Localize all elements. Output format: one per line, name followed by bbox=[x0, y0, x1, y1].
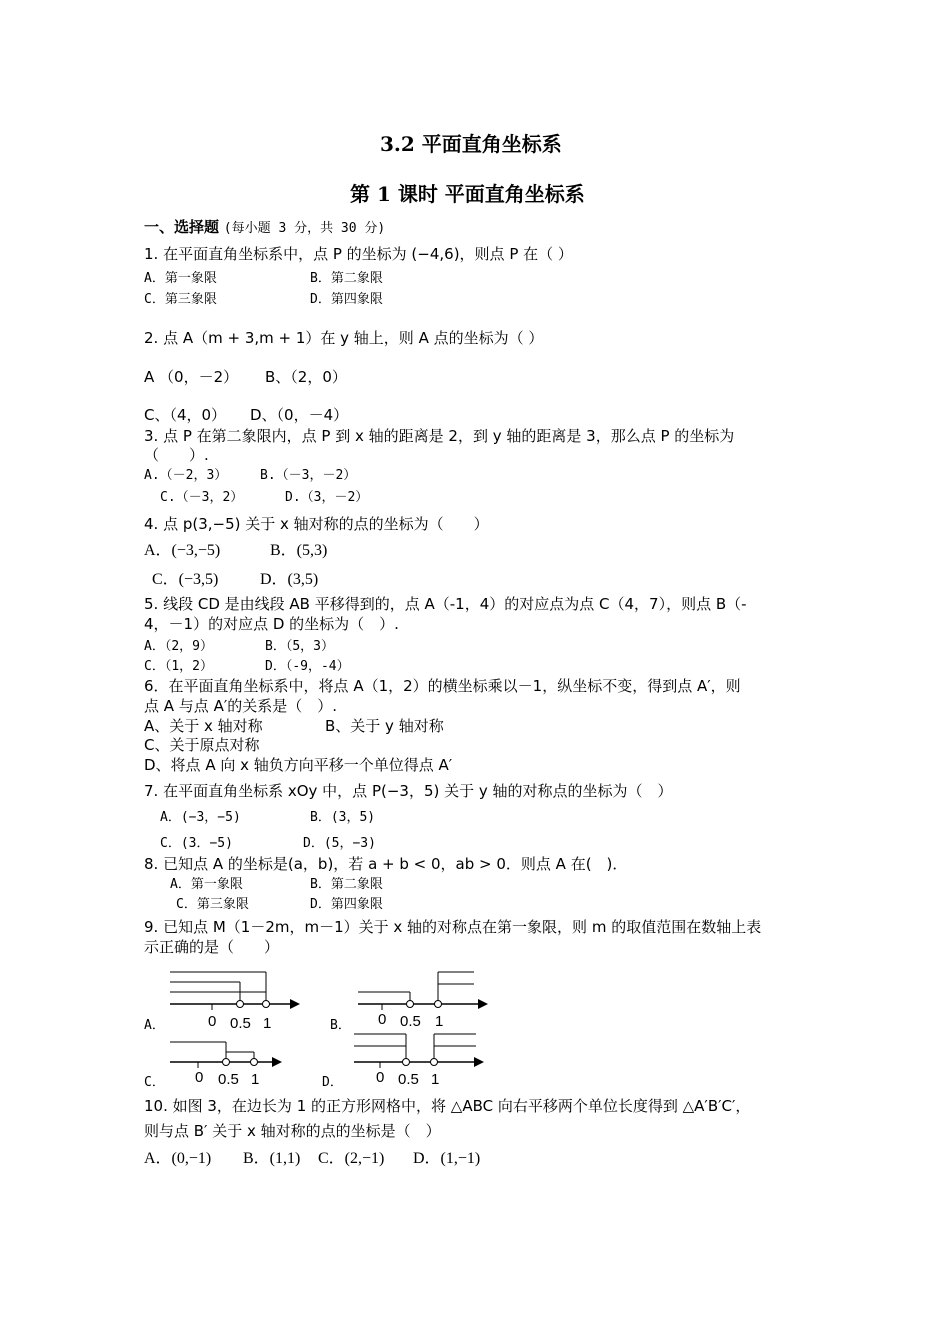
tick-label-1: 1 bbox=[431, 1071, 440, 1086]
tick-label-1: 1 bbox=[251, 1071, 260, 1086]
q4-option-d: D．(3,5) bbox=[260, 571, 319, 588]
q4-option-c: C．(−3,5) bbox=[152, 571, 219, 588]
q1-option-d: D．第四象限 bbox=[310, 292, 383, 307]
q8-option-d: D．第四象限 bbox=[310, 897, 383, 912]
tick-label-1: 1 bbox=[263, 1015, 272, 1030]
axis-arrow bbox=[474, 1057, 484, 1067]
tick-label-0: 0 bbox=[195, 1069, 204, 1086]
q10-option-c: C．(2,−1) bbox=[318, 1150, 385, 1167]
q6-option-d: D、将点 A 向 x 轴负方向平移一个单位得点 A′ bbox=[144, 756, 453, 774]
open-point bbox=[403, 1059, 410, 1066]
q2-option-a: A （0，－2） bbox=[144, 368, 239, 386]
question-1: 1. 在平面直角坐标系中，点 P 的坐标为 (−4,6)，则点 P 在（ ） bbox=[144, 245, 573, 263]
q10-option-a: A．(0,−1) bbox=[144, 1150, 212, 1167]
number-line-d bbox=[350, 1030, 486, 1086]
question-10-cont: 则与点 B′ 关于 x 轴对称的点的坐标是（ ） bbox=[144, 1122, 441, 1140]
tick-label-0-5: 0.5 bbox=[398, 1071, 419, 1086]
q2-option-b: B、（2，0） bbox=[265, 368, 347, 386]
tick-label-0: 0 bbox=[378, 1011, 387, 1028]
q7-option-b: B．(3，5) bbox=[310, 810, 376, 825]
open-point bbox=[435, 1001, 442, 1008]
question-7: 7. 在平面直角坐标系 xOy 中，点 P(−3，5) 关于 y 轴的对称点的坐标为（ ） bbox=[144, 782, 673, 800]
open-point bbox=[223, 1059, 230, 1066]
section-header bbox=[144, 216, 385, 237]
q7-option-d: D．(5，−3) bbox=[303, 836, 376, 851]
tick-label-0: 0 bbox=[376, 1069, 385, 1086]
q9-option-d: D． bbox=[322, 1075, 343, 1090]
q2-option-c: C、（4，0） bbox=[144, 406, 227, 424]
q1-option-a: A．第一象限 bbox=[144, 271, 217, 286]
q8-option-b: B．第二象限 bbox=[310, 877, 383, 892]
open-point bbox=[407, 1001, 414, 1008]
axis-arrow bbox=[272, 1057, 282, 1067]
tick-label-1: 1 bbox=[435, 1013, 444, 1030]
q3-option-c: C.（－3，2） bbox=[160, 490, 244, 505]
q7-option-a: A．(−3，−5) bbox=[160, 810, 241, 825]
section-label: 一、选择题 bbox=[144, 218, 220, 236]
q3-option-d: D.（3，－2） bbox=[285, 490, 369, 505]
question-5: 5. 线段 CD 是由线段 AB 平移得到的，点 A（-1，4）的对应点为点 C（4，7），则点 B（- bbox=[144, 595, 747, 613]
question-9: 9. 已知点 M（1－2m，m－1）关于 x 轴的对称点在第一象限，则 m 的取值范围在数轴上表 bbox=[144, 918, 762, 936]
question-8: 8. 已知点 A 的坐标是(a，b)，若 a + b < 0，ab > 0．则点 A 在( )． bbox=[144, 855, 628, 873]
open-point bbox=[431, 1059, 438, 1066]
q3-option-a: A.（－2，3） bbox=[144, 468, 228, 483]
q9-option-b: B． bbox=[330, 1018, 351, 1033]
tick-label-0-5: 0.5 bbox=[218, 1071, 239, 1086]
tick-label-0: 0 bbox=[208, 1013, 217, 1030]
q10-option-d: D．(1,−1) bbox=[413, 1150, 481, 1167]
question-3: 3. 点 P 在第二象限内，点 P 到 x 轴的距离是 2，到 y 轴的距离是 3，那么点 P 的坐标为 bbox=[144, 427, 735, 445]
q1-option-c: C．第三象限 bbox=[144, 292, 217, 307]
open-point bbox=[251, 1059, 258, 1066]
q9-option-c: C． bbox=[144, 1075, 165, 1090]
tick-label-0-5: 0.5 bbox=[230, 1015, 251, 1030]
section-note: (每小题 3 分，共 30 分) bbox=[223, 221, 386, 236]
number-line-c bbox=[166, 1030, 302, 1086]
q10-option-b: B．(1,1) bbox=[243, 1150, 301, 1167]
q5-option-d: D．（-9，-4） bbox=[265, 659, 350, 674]
page-title: 3.2 平面直角坐标系 bbox=[380, 132, 562, 156]
question-9-cont: 示正确的是（ ） bbox=[144, 938, 280, 956]
open-point bbox=[237, 1001, 244, 1008]
question-6: 6．在平面直角坐标系中，将点 A（1，2）的横坐标乘以－1，纵坐标不变，得到点 A′，则 bbox=[144, 677, 741, 695]
page-subtitle: 第 1 课时 平面直角坐标系 bbox=[350, 182, 585, 206]
q6-option-c: C、关于原点对称 bbox=[144, 736, 260, 754]
q8-option-a: A．第一象限 bbox=[170, 877, 243, 892]
q3-option-b: B.（－3，－2） bbox=[260, 468, 357, 483]
question-3-cont: （ ）. bbox=[144, 446, 209, 464]
q8-option-c: C．第三象限 bbox=[176, 897, 249, 912]
question-10: 10. 如图 3，在边长为 1 的正方形网格中，将 △ABC 向右平移两个单位长度得到 △A′B′C′， bbox=[144, 1097, 751, 1115]
number-line-a bbox=[166, 968, 302, 1030]
q9-option-a: A． bbox=[144, 1018, 165, 1033]
question-4: 4. 点 p(3,−5) 关于 x 轴对称的点的坐标为（ ） bbox=[144, 515, 489, 533]
q6-option-a: A、关于 x 轴对称 bbox=[144, 717, 263, 735]
question-5-cont: 4，－1）的对应点 D 的坐标为（ ）. bbox=[144, 615, 399, 633]
q5-option-c: C．（1，2） bbox=[144, 659, 213, 674]
q6-option-b: B、关于 y 轴对称 bbox=[325, 717, 444, 735]
q5-option-b: B．（5，3） bbox=[265, 639, 334, 654]
axis-arrow bbox=[290, 999, 300, 1009]
q7-option-c: C．(3．−5) bbox=[160, 836, 233, 851]
question-2: 2. 点 A（m + 3,m + 1）在 y 轴上，则 A 点的坐标为（ ） bbox=[144, 329, 544, 347]
q1-option-b: B．第二象限 bbox=[310, 271, 383, 286]
q4-option-a: A．(−3,−5) bbox=[144, 542, 221, 559]
q2-option-d: D、（0，－4） bbox=[250, 406, 349, 424]
q5-option-a: A．（2，9） bbox=[144, 639, 213, 654]
axis-arrow bbox=[478, 999, 488, 1009]
tick-label-0-5: 0.5 bbox=[400, 1013, 421, 1030]
open-point bbox=[263, 1001, 270, 1008]
q4-option-b: B．(5,3) bbox=[270, 542, 328, 559]
number-line-b bbox=[354, 968, 490, 1030]
question-6-cont: 点 A 与点 A′的关系是（ ）. bbox=[144, 697, 338, 715]
